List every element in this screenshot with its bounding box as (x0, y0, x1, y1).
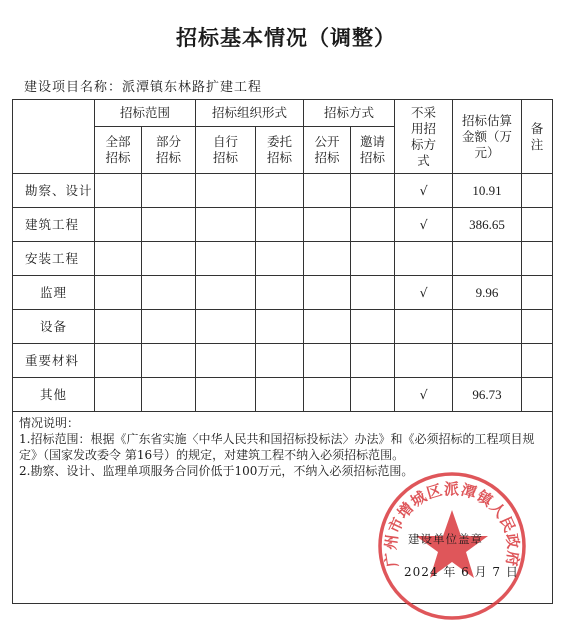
table-row (13, 378, 553, 412)
document-title: 招标基本情况（调整） (176, 26, 396, 50)
amount-cell (453, 242, 522, 276)
seal-label: 建设单位盖章 (408, 532, 483, 546)
project-line (24, 76, 262, 95)
no-tender-check: √ (395, 174, 453, 208)
header-organization: 招标组织形式 (196, 100, 304, 127)
amount-cell (453, 344, 522, 378)
row-label: 安装工程 (13, 242, 95, 276)
row-label: 建筑工程 (13, 208, 95, 242)
no-tender-check: √ (395, 276, 453, 310)
amount-cell: 386.65 (453, 208, 522, 242)
header-scope: 招标范围 (95, 100, 196, 127)
corner-cell (13, 100, 95, 174)
header-org-self: 自行招标 (196, 127, 256, 174)
row-label: 监理 (13, 276, 95, 310)
no-tender-check (395, 310, 453, 344)
notes-line-2: 定》（国家发改委令 第16号）的规定，对建筑工程不纳入必须招标范围。 (19, 448, 405, 462)
header-row-1 (13, 100, 553, 127)
row-label: 勘察、设计 (13, 174, 95, 208)
row-label: 重要材料 (13, 344, 95, 378)
table-row (13, 242, 553, 276)
seal-date: 2024 年 6 月 7 日 (404, 565, 519, 579)
header-remark: 备注 (522, 100, 553, 174)
header-scope-partial: 部分招标 (142, 127, 196, 174)
table-row (13, 344, 553, 378)
row-label: 其他 (13, 378, 95, 412)
header-method: 招标方式 (304, 100, 395, 127)
header-org-entrust: 委托招标 (256, 127, 304, 174)
project-name: 派潭镇东林路扩建工程 (122, 80, 263, 95)
notes-heading: 情况说明： (19, 416, 80, 430)
row-label: 设备 (13, 310, 95, 344)
table-row (13, 174, 553, 208)
table-row (13, 276, 553, 310)
no-tender-check: √ (395, 208, 453, 242)
svg-text:广州市增城区派潭镇人民政府: 广州市增城区派潭镇人民政府 (381, 480, 523, 569)
amount-cell: 96.73 (453, 378, 522, 412)
header-method-open: 公开招标 (304, 127, 351, 174)
project-label: 建设项目名称： (24, 80, 123, 95)
header-no-tender: 不采用招标方式 (395, 100, 453, 174)
no-tender-check: √ (395, 378, 453, 412)
notes-line-3: 2.勘察、设计、监理单项服务合同价低于100万元，不纳入必须招标范围。 (19, 464, 414, 478)
header-estimate: 招标估算金额（万元） (453, 100, 522, 174)
no-tender-check (395, 242, 453, 276)
amount-cell (453, 310, 522, 344)
amount-cell: 10.91 (453, 174, 522, 208)
table-row (13, 208, 553, 242)
notes-line-1: 1.招标范围：根据《广东省实施〈中华人民共和国招标投标法〉办法》和《必须招标的工程项目规 (19, 432, 535, 446)
header-method-invite: 邀请招标 (351, 127, 395, 174)
no-tender-check (395, 344, 453, 378)
table-row (13, 310, 553, 344)
amount-cell: 9.96 (453, 276, 522, 310)
header-scope-full: 全部招标 (95, 127, 142, 174)
